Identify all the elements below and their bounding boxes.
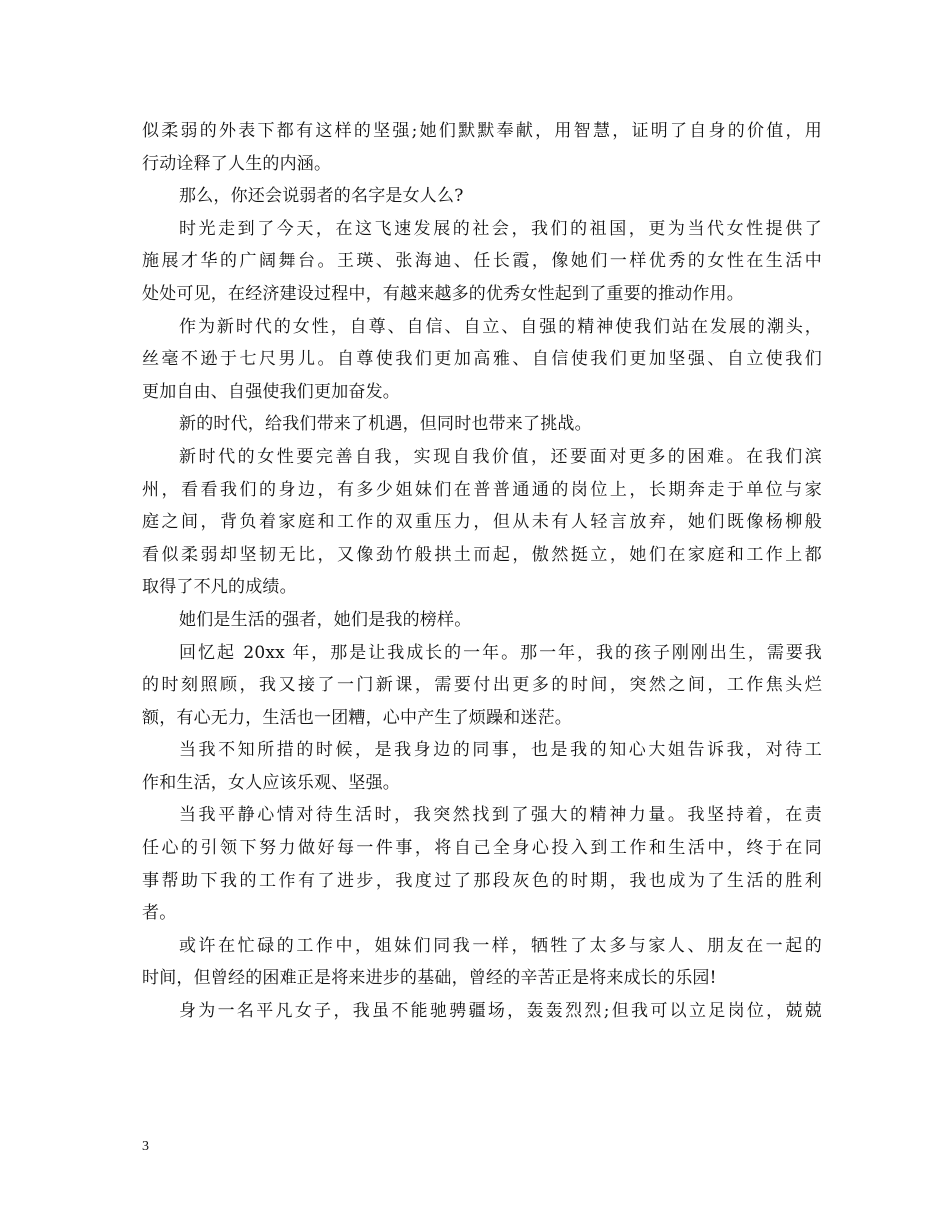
text-line: 或许在忙碌的工作中，姐妹们同我一样，牺牲了太多与家人、朋友在一起的 — [179, 935, 822, 956]
page-number: 3 — [142, 1139, 149, 1154]
text-line: 处处可见，在经济建设过程中，有越来越多的优秀女性起到了重要的推动作用。 — [142, 283, 744, 304]
body-text — [142, 115, 822, 1028]
text-line: 时光走到了今天，在这飞速发展的社会，我们的祖国，更为当代女性提供了 — [179, 218, 822, 239]
text-line: 她们是生活的强者，她们是我的榜样。 — [179, 609, 472, 630]
text-line: 取得了不凡的成绩。 — [142, 577, 297, 598]
text-line: 事帮助下我的工作有了进步，我度过了那段灰色的时期，我也成为了生活的胜利 — [142, 870, 822, 891]
text-line: 当我平静心情对待生活时，我突然找到了强大的精神力量。我坚持着，在责 — [179, 805, 822, 826]
text-line: 行动诠释了人生的内涵。 — [142, 153, 332, 174]
text-line: 那么，你还会说弱者的名字是女人么? — [179, 186, 464, 207]
text-line: 庭之间，背负着家庭和工作的双重压力，但从未有人轻言放弃，她们既像杨柳般 — [142, 512, 822, 533]
text-line: 新的时代，给我们带来了机遇，但同时也带来了挑战。 — [179, 414, 592, 435]
text-line: 身为一名平凡女子，我虽不能驰骋疆场，轰轰烈烈;但我可以立足岗位，兢兢 — [179, 1001, 822, 1022]
text-line: 看似柔弱却坚韧无比，又像劲竹般拱土而起，傲然挺立，她们在家庭和工作上都 — [142, 544, 822, 565]
text-line: 施展才华的广阔舞台。王瑛、张海迪、任长霞，像她们一样优秀的女性在生活中 — [142, 251, 822, 272]
text-line: 的时刻照顾，我又接了一门新课，需要付出更多的时间，突然之间，工作焦头烂 — [142, 675, 822, 696]
text-line: 任心的引领下努力做好每一件事，将自己全身心投入到工作和生活中，终于在同 — [142, 838, 822, 859]
text-line: 时间，但曾经的困难正是将来进步的基础，曾经的辛苦正是将来成长的乐园! — [142, 968, 717, 989]
text-line: 更加自由、自强使我们更加奋发。 — [142, 381, 400, 402]
text-line: 州，看看我们的身边，有多少姐妹们在普普通通的岗位上，长期奔走于单位与家 — [142, 479, 822, 500]
text-line: 作和生活，女人应该乐观、坚强。 — [142, 772, 400, 793]
text-line: 当我不知所措的时候，是我身边的同事，也是我的知心大姐告诉我，对待工 — [179, 740, 822, 761]
text-line: 似柔弱的外表下都有这样的坚强;她们默默奉献，用智慧，证明了自身的价值，用 — [142, 121, 822, 141]
text-line: 回忆起 20xx 年，那是让我成长的一年。那一年，我的孩子刚刚出生，需要我 — [179, 642, 822, 663]
text-line: 者。 — [142, 903, 177, 924]
text-line: 额，有心无力，生活也一团糟，心中产生了烦躁和迷茫。 — [142, 707, 572, 728]
text-line: 新时代的女性要完善自我，实现自我价值，还要面对更多的困难。在我们滨 — [179, 446, 822, 467]
text-line: 丝毫不逊于七尺男儿。自尊使我们更加高雅、自信使我们更加坚强、自立使我们 — [142, 349, 822, 370]
text-line: 作为新时代的女性，自尊、自信、自立、自强的精神使我们站在发展的潮头， — [179, 316, 822, 337]
